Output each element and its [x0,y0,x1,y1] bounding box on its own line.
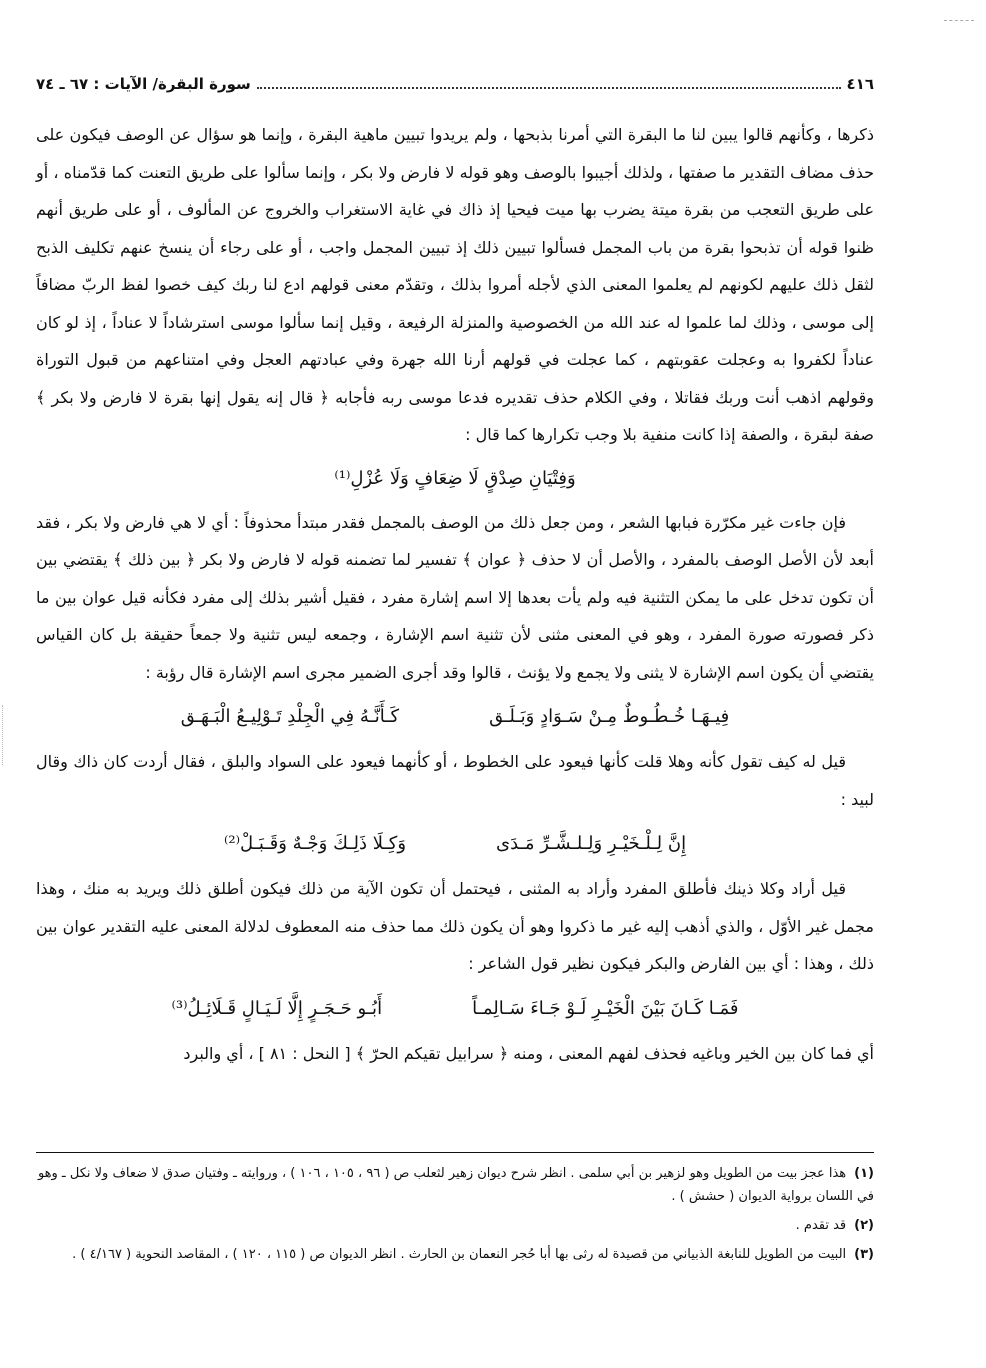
paragraph-4: قيل أراد وكلا ذينك فأطلق المفرد وأراد به المثنى ، فيحتمل أن تكون الآية من ذلك فيكون أطلق ذلك ويريد به منك ، وهذا مجمل غير الأوّل ، والذي أذهب إليه غير ما ذكروا وهو أن يكون ذلك مما حذف منه المعطوف لدلالة المعنى عليه التقدير عوان بين ذلك ، وهذا : أي بين الفارض والبكر فيكون نظير قول الشاعر : [36,879,874,973]
header-dotted-leader [257,87,841,89]
footnote-2-text: قد تقدم . [795,1218,847,1233]
couplet-2-second-hemistich: وَكِـلَا ذَلِـكَ وَجْـهٌ وَقَـبَـلْ⁽²⁾ [223,833,407,854]
couplet-2 [36,818,874,870]
couplet-1-second-hemistich: كَـأَنَّـهُ فِي الْجِلْدِ تَـوْلِيـعُ الْبَـهَـق [180,706,400,727]
couplet-3-first-hemistich: فَمَـا كَـانَ بَيْنَ الْخَيْـرِ لَـوْ جَـاءَ سَـالِمـاً [472,997,739,1019]
main-text [36,116,874,1072]
footnote-3 [36,1243,874,1266]
footnote-1-text: هذا عجز بيت من الطويل وهو لزهير بن أبي سلمى . انظر شرح ديوان زهير لثعلب ص ( ٩٦ ، ١٠٥ ، ١٠٦ ) ، وروايته ـ وفتيان صدق لا ضعاف ولا نكل ـ وهو في اللسان برواية الديوان ( حشش ) . [37,1166,874,1204]
couplet-1 [36,691,874,743]
page-number: ٤١٦ [846,75,874,93]
couplet-2-first-hemistich: إِنَّ لِـلْـخَيْـرِ وَلِـلـشَّـرِّ مَـدَى [496,833,687,854]
scan-corner-mark [944,20,974,23]
paragraph-5: أي فما كان بين الخير وباغيه فحذف لفهم المعنى ، ومنه ﴿ سرابيل تقيكم الحرّ ﴾ [ النحل : ٨١ ] ، أي والبرد [183,1043,874,1063]
couplet-3-second-hemistich: أَبُـو حَـجَـرٍ إِلَّا لَـيَـالٍ قَـلَائِـلُ⁽³⁾ [171,997,383,1019]
paragraph-3: قيل له كيف تقول كأنه وهلا قلت كأنها فيعود على الخطوط ، أو كأنهما فيعود على السواد والبلق ، فقال أردت كان ذاك وقال لبيد : [36,752,874,809]
running-title: سورة البقرة/ الآيات : ٦٧ ـ ٧٤ [36,75,251,93]
paragraph-1: ذكرها ، وكأنهم قالوا يبين لنا ما البقرة التي أمرنا بذبحها ، ولم يريدوا تبيين ماهية البقرة ، وإنما هو سؤال عن الوصف فيكون على حذف مضاف التقدير ما صفتها ، ولذلك أجيبوا بالوصف وهو قوله لا فارض ولا بكر ، وإنما سألوا على طريق التعنت كما قدّمناه ، أو على طريق التعجب من بقرة ميتة يضرب بها ميت فيحيا إذ ذاك في غاية الاستغراب والخروج عن المألوف ، أو على طريق أنهم ظنوا قوله أن تذبحوا بقرة من باب المجمل فسألوا تبيين ذلك إذ تبيين المجمل واجب ، أو على رجاء أن ينسخ عنهم تكليف الذبح لثقل ذلك عليهم لكونهم لم يعلموا المعنى الذي لأجله أمروا بذلك ، وتقدّم معنى قولهم ادع لنا ربك كيف خصوا لفظ الربّ مضافاً إلى موسى ، وذلك لما علموا له عند الله من الخصوصية والمنزلة الرفيعة ، وقيل إنما سألوا موسى استرشاداً لا عناداً ، إذ لو كان عناداً لكفروا به وعجلت عقوبتهم ، كما عجلت في قولهم أرنا الله جهرة وفي عبادتهم العجل وفي امتناعهم من قبول التوراة وقولهم اذهب أنت وربك فقاتلا ، وفي الكلام حذف تقديره فدعا موسى ربه فأجابه ﴿ قال إنه يقول إنها بقرة لا فارض ولا بكر ﴾ صفة لبقرة ، والصفة إذا كانت منفية بلا وجب تكرارها كما قال : [36,125,874,444]
paragraph-2: فإن جاءت غير مكرّرة فبابها الشعر ، ومن جعل ذلك من الوصف بالمجمل فقدر مبتدأ محذوفاً : أي لا هي فارض ولا بكر ، فقد أبعد لأن الأصل الوصف بالمفرد ، والأصل أن لا حذف ﴿ عوان ﴾ تفسير لما تضمنه قوله لا فارض ولا بكر ﴿ بين ذلك ﴾ يقتضي بين أن تكون تدخل على ما يمكن التثنية فيه ولم يأت بعدها إلا اسم إشارة مفرد ، فقيل أشير بذلك إلى مفرد فكأنه قيل عوان بين ما ذكر فصورته صورة المفرد ، وهو في المعنى مثنى لأن تثنية اسم الإشارة ، وجمعه ليس تثنية ولا جمعاً حقيقة بل كان القياس يقتضي أن يكون اسم الإشارة لا يثنى ولا يجمع ولا يؤنث ، قالوا وقد أجرى الضمير مجرى اسم الإشارة قال رؤبة : [36,512,874,682]
footnote-3-text: البيت من الطويل للنابغة الذبياني من قصيدة له رثى بها أبا حُجر النعمان بن الحارث . انظر الديوان ص ( ١١٥ ، ١٢٠ ) ، المقاصد النحوية ( ٤/١٦٧ ) . [72,1247,847,1262]
couplet-1-first-hemistich: فِيـهَـا خُـطُـوطٌ مِـنْ سَـوَادٍ وَبَـلَـق [489,706,730,727]
couplet-3 [36,983,874,1035]
page-header [36,66,874,102]
scan-side-mark [2,705,6,765]
footnote-2 [36,1214,874,1237]
footnote-separator [36,1152,874,1153]
footnotes [36,1162,874,1272]
verse-line-1: وَفِتْيَانِ صِدْقٍ لَا ضِعَافٍ وَلَا عُزْلِ⁽¹⁾ [334,467,576,489]
footnote-2-number: (٢) [854,1218,874,1233]
footnote-3-number: (٣) [854,1247,874,1262]
footnote-1 [36,1162,874,1208]
footnote-1-number: (١) [854,1166,874,1181]
